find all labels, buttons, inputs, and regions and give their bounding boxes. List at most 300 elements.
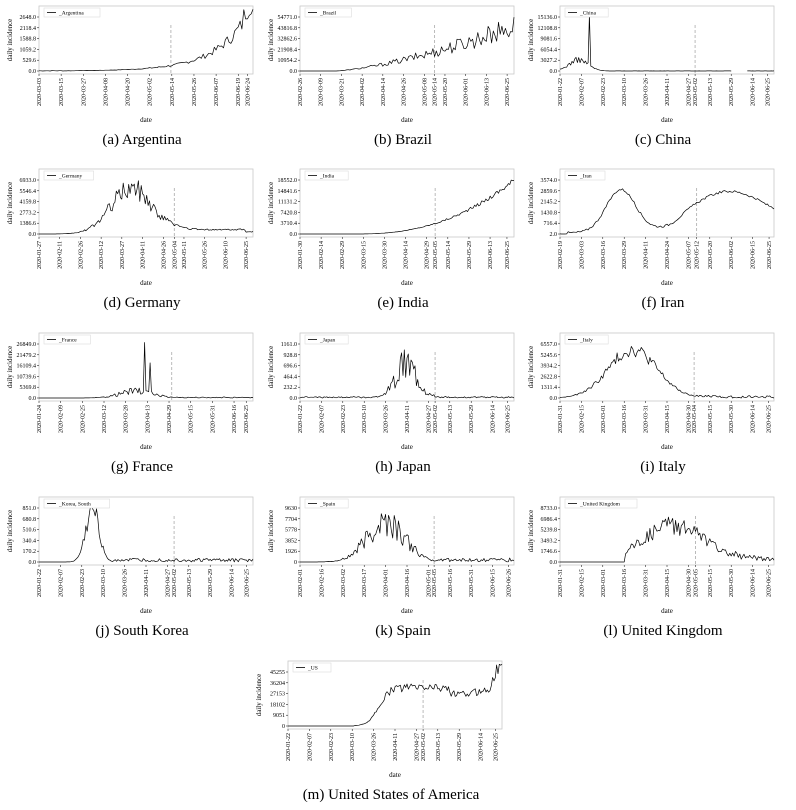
y-tick-label: 18552.0 — [277, 178, 297, 184]
x-tick-label: 2020-01-24 — [37, 405, 43, 433]
x-tick-label: 2020-04-20 — [125, 78, 132, 106]
y-tick-label: 232.2 — [283, 385, 297, 392]
y-tick-label: 1059.2 — [19, 47, 36, 54]
x-tick-label: 2020-04-13 — [145, 405, 152, 433]
y-tick-label: 21479.2 — [16, 352, 36, 359]
legend — [44, 335, 90, 344]
x-tick-label: 2020-04-14 — [403, 241, 410, 269]
x-tick-label: 2020-05-20 — [442, 78, 449, 106]
y-tick-label: 1311.4 — [540, 385, 557, 392]
x-tick-label: 2020-02-07 — [579, 78, 586, 106]
x-tick-label: 2020-05-29 — [457, 733, 464, 761]
legend-label: _Iran — [580, 173, 592, 180]
x-tick-label: 2020-03-12 — [102, 405, 109, 433]
x-tick-label: 2020-04-27 — [165, 569, 172, 597]
y-tick-label: 6986.4 — [540, 516, 557, 523]
legend-label: _Brazil — [320, 10, 337, 17]
x-tick-label: 2020-05-13 — [707, 78, 714, 106]
x-tick-label: 2020-03-10 — [622, 78, 629, 106]
x-tick-label: 2020-04-11 — [405, 405, 411, 433]
x-tick-label: 2020-06-15 — [490, 569, 497, 597]
y-axis-label: daily incidence — [6, 181, 14, 225]
chart-panel-korea — [6, 497, 253, 639]
x-tick-label: 2020-04-29 — [167, 405, 174, 433]
x-tick-label: 2020-04-15 — [665, 569, 671, 597]
y-tick-label: 6933.0 — [19, 178, 36, 184]
y-tick-label: 15136.0 — [537, 15, 557, 21]
x-tick-label: 2020-04-24 — [665, 241, 671, 269]
x-tick-label: 2020-06-25 — [765, 78, 772, 106]
x-tick-label: 2020-03-09 — [318, 78, 325, 106]
x-tick-label: 2020-01-30 — [298, 241, 304, 269]
x-tick-label: 2020-03-15 — [361, 241, 368, 269]
y-tick-label: 7704 — [285, 516, 297, 523]
x-tick-label: 2020-03-01 — [600, 405, 607, 433]
x-tick-label: 2020-02-23 — [340, 405, 347, 433]
x-tick-label: 2020-01-31 — [558, 569, 564, 597]
y-tick-label: 9630 — [285, 506, 297, 512]
y-tick-label: 928.8 — [283, 352, 297, 359]
x-tick-label: 2020-05-14 — [432, 78, 439, 106]
y-axis-label: daily incidence — [6, 509, 14, 553]
y-tick-label: 2648.0 — [19, 15, 36, 21]
y-tick-label: 9081.6 — [540, 36, 557, 43]
y-tick-label: 5546.4 — [19, 188, 36, 195]
legend-label: _Argentina — [59, 10, 84, 17]
chart-panel-spain — [267, 497, 514, 639]
x-tick-label: 2020-06-02 — [729, 241, 736, 269]
x-tick-label: 2020-02-29 — [340, 241, 347, 269]
legend-label: _Spain — [320, 501, 336, 508]
y-tick-label: 3574.0 — [540, 178, 557, 184]
legend-label: _Italy — [580, 337, 593, 344]
x-tick-label: 2020-06-14 — [478, 733, 485, 761]
legend — [565, 8, 608, 17]
y-tick-label: 27153 — [270, 691, 285, 698]
chart-panel-germany — [6, 169, 253, 311]
legend — [44, 8, 100, 17]
legend — [565, 335, 608, 344]
x-tick-label: 2020-06-01 — [463, 78, 470, 106]
x-tick-label: 2020-05-13 — [186, 569, 193, 597]
y-tick-label: 2145.2 — [540, 199, 557, 206]
x-tick-label: 2020-01-31 — [558, 405, 564, 433]
x-tick-label: 2020-05-29 — [469, 405, 476, 433]
y-tick-label: 54771.0 — [277, 15, 297, 21]
y-tick-label: 3852 — [285, 538, 297, 545]
x-axis-label: date — [140, 279, 152, 287]
x-tick-label: 2020-06-13 — [488, 241, 495, 269]
x-tick-label: 2020-04-14 — [380, 78, 387, 106]
x-tick-label: 2020-06-25 — [505, 78, 512, 107]
x-tick-label: 2020-02-01 — [298, 569, 304, 597]
x-axis-label: date — [401, 443, 413, 451]
x-tick-label: 2020-06-14 — [750, 405, 757, 433]
y-tick-label: 10954.2 — [277, 58, 297, 65]
legend — [44, 499, 110, 508]
x-tick-label: 2020-01-22 — [286, 733, 292, 761]
x-axis-label: date — [661, 443, 673, 451]
x-tick-label: 2020-02-23 — [328, 733, 335, 761]
legend-label: _Korea, South — [59, 501, 91, 508]
panel-caption: (a) Argentina — [102, 132, 182, 148]
y-tick-label: 21908.4 — [277, 47, 297, 54]
panel-caption: (e) India — [377, 295, 429, 311]
chart-panel-japan — [267, 333, 514, 475]
legend-label: _US — [308, 665, 318, 672]
y-tick-label: 6557.0 — [540, 342, 557, 348]
y-tick-label: 1386.6 — [19, 221, 36, 228]
x-tick-label: 2020-04-02 — [360, 78, 367, 106]
panel-caption: (g) France — [110, 459, 174, 475]
x-tick-label: 2020-05-30 — [729, 405, 736, 433]
x-tick-label: 2020-06-19 — [236, 78, 243, 107]
legend-label: _China — [580, 10, 596, 17]
x-tick-label: 2020-02-19 — [558, 241, 564, 269]
x-tick-label: 2020-06-25 — [767, 241, 774, 269]
y-tick-label: 0 — [294, 560, 297, 566]
x-axis-label: date — [401, 116, 413, 124]
x-tick-label: 2020-02-14 — [319, 241, 326, 269]
x-tick-label: 2020-06-25 — [766, 569, 773, 597]
x-tick-label: 2020-05-04 — [172, 241, 179, 269]
x-axis-label: date — [401, 279, 413, 287]
x-tick-label: 2020-05-16 — [447, 569, 454, 597]
y-tick-label: 18102 — [270, 702, 285, 709]
x-tick-label: 2020-05-12 — [694, 241, 701, 269]
x-tick-label: 2020-01-22 — [558, 78, 564, 106]
x-tick-label: 2020-05-15 — [188, 405, 195, 433]
x-tick-label: 2020-03-26 — [371, 733, 378, 761]
x-tick-label: 2020-04-27 — [414, 733, 421, 761]
legend — [293, 663, 331, 672]
y-tick-label: 170.2 — [22, 549, 36, 556]
x-tick-label: 2020-05-31 — [210, 405, 217, 433]
x-tick-label: 2020-03-03 — [579, 241, 586, 269]
legend — [44, 171, 94, 180]
x-tick-label: 2020-02-07 — [319, 405, 326, 433]
x-tick-label: 2020-05-15 — [707, 405, 714, 433]
x-tick-label: 2020-01-22 — [298, 405, 304, 433]
x-tick-label: 2020-06-25 — [504, 241, 511, 270]
x-axis-label: date — [401, 607, 413, 615]
x-tick-label: 2020-05-13 — [447, 405, 454, 433]
x-tick-label: 2020-03-26 — [383, 405, 390, 433]
legend — [305, 8, 351, 17]
x-tick-label: 2020-03-10 — [350, 733, 357, 761]
x-tick-label: 2020-05-07 — [686, 241, 693, 269]
x-tick-label: 2020-05-02 — [172, 569, 179, 597]
x-tick-label: 2020-05-13 — [435, 733, 442, 761]
y-tick-label: 10739.6 — [16, 374, 36, 381]
y-tick-label: 26849.0 — [16, 342, 36, 348]
panel-caption: (i) Italy — [640, 459, 686, 475]
x-tick-label: 2020-05-29 — [208, 569, 215, 597]
x-tick-label: 2020-03-26 — [643, 78, 650, 106]
y-tick-label: 3027.2 — [540, 58, 557, 65]
x-tick-label: 2020-02-15 — [579, 405, 586, 433]
x-tick-label: 2020-05-02 — [693, 78, 700, 106]
x-tick-label: 2020-05-20 — [707, 241, 714, 269]
y-tick-label: 6054.4 — [540, 47, 557, 54]
x-tick-label: 2020-06-25 — [244, 569, 251, 597]
panel-caption: (j) South Korea — [95, 623, 189, 639]
y-tick-label: 0 — [282, 724, 285, 730]
x-tick-label: 2020-06-14 — [490, 404, 497, 433]
y-tick-label: 0.0 — [549, 560, 557, 566]
x-tick-label: 2020-05-15 — [707, 569, 714, 597]
y-tick-label: 7420.8 — [280, 210, 297, 217]
x-tick-label: 2020-05-14 — [445, 241, 452, 269]
y-tick-label: 43816.8 — [277, 25, 297, 32]
chart-panel-argentina — [6, 6, 253, 148]
x-tick-label: 2020-03-01 — [600, 569, 607, 597]
panel-caption: (m) United States of America — [302, 787, 480, 803]
y-tick-label: 0.0 — [549, 69, 557, 75]
x-tick-label: 2020-06-25 — [493, 733, 500, 761]
y-tick-label: 3493.2 — [540, 538, 557, 545]
x-tick-label: 2020-05-05 — [433, 241, 440, 269]
y-axis-label: daily incidence — [255, 673, 263, 717]
chart-panel-china — [527, 6, 774, 148]
y-tick-label: 8733.0 — [540, 506, 557, 512]
x-tick-label: 2020-02-11 — [57, 241, 64, 269]
x-tick-label: 2020-04-11 — [665, 78, 671, 106]
legend-label: _United Kingdom — [580, 501, 620, 508]
x-tick-label: 2020-05-01 — [426, 569, 433, 597]
x-tick-label: 2020-04-26 — [401, 78, 408, 106]
x-tick-label: 2020-03-17 — [362, 569, 369, 597]
y-axis-label: daily incidence — [6, 18, 14, 62]
y-tick-label: 2.0 — [549, 232, 557, 238]
legend — [305, 499, 348, 508]
x-axis-label: date — [661, 607, 673, 615]
x-tick-label: 2020-03-16 — [622, 405, 629, 433]
y-tick-label: 32862.6 — [277, 36, 297, 43]
x-tick-label: 2020-05-11 — [181, 241, 188, 269]
chart-panel-india — [267, 169, 514, 311]
legend — [565, 499, 637, 508]
x-tick-label: 2020-02-16 — [319, 569, 326, 597]
x-axis-label: date — [661, 279, 673, 287]
panel-caption: (k) Spain — [375, 623, 431, 639]
y-axis-label: daily incidence — [267, 18, 275, 62]
x-tick-label: 2020-06-15 — [750, 241, 757, 269]
x-tick-label: 2020-06-14 — [750, 78, 757, 106]
x-tick-label: 2020-02-09 — [58, 405, 65, 433]
y-tick-label: 4159.8 — [19, 199, 36, 206]
x-tick-label: 2020-01-27 — [37, 241, 43, 269]
x-tick-label: 2020-03-30 — [382, 241, 389, 269]
y-axis-label: daily incidence — [267, 181, 275, 225]
legend-label: _Germany — [59, 173, 83, 180]
x-tick-label: 2020-02-26 — [298, 78, 304, 106]
x-tick-label: 2020-03-31 — [643, 405, 650, 433]
x-tick-label: 2020-03-15 — [59, 78, 66, 106]
y-tick-label: 36204 — [270, 680, 285, 687]
x-tick-label: 2020-04-15 — [665, 405, 671, 433]
x-tick-label: 2020-05-26 — [191, 78, 198, 106]
y-tick-label: 696.6 — [283, 363, 297, 370]
y-axis-label: daily incidence — [6, 345, 14, 389]
y-tick-label: 851.0 — [22, 506, 36, 512]
x-tick-label: 2020-03-16 — [622, 569, 629, 597]
x-tick-label: 2020-06-25 — [244, 241, 251, 269]
x-tick-label: 2020-04-29 — [424, 241, 431, 269]
x-tick-label: 2020-05-02 — [147, 78, 154, 106]
y-tick-label: 16109.4 — [16, 363, 36, 370]
y-tick-label: 2859.6 — [540, 188, 557, 195]
panel-caption: (c) China — [634, 132, 692, 148]
x-tick-label: 2020-05-31 — [469, 569, 476, 597]
y-tick-label: 680.8 — [22, 516, 36, 523]
x-tick-label: 2020-04-01 — [383, 569, 390, 597]
y-tick-label: 3934.2 — [540, 363, 557, 370]
y-tick-label: 0.0 — [289, 69, 297, 75]
y-tick-label: 3710.4 — [280, 221, 297, 228]
x-tick-label: 2020-05-02 — [433, 405, 440, 433]
x-tick-label: 2020-06-14 — [229, 569, 236, 597]
x-tick-label: 2020-04-08 — [103, 77, 110, 106]
legend — [305, 335, 348, 344]
y-tick-label: 0.0 — [28, 69, 36, 75]
x-tick-label: 2020-06-26 — [506, 569, 513, 597]
legend-label: _Japan — [320, 337, 336, 344]
x-tick-label: 2020-03-29 — [622, 241, 629, 269]
y-tick-label: 0.0 — [28, 232, 36, 238]
x-tick-label: 2020-02-07 — [58, 569, 65, 597]
y-tick-label: 5369.8 — [19, 385, 36, 392]
x-tick-label: 2020-02-23 — [600, 78, 607, 106]
y-tick-label: 529.6 — [22, 58, 36, 65]
x-tick-label: 2020-03-28 — [123, 405, 130, 433]
y-axis-label: daily incidence — [267, 345, 275, 389]
y-tick-label: 5778 — [285, 527, 297, 534]
y-axis-label: daily incidence — [527, 345, 535, 389]
x-tick-label: 2020-06-25 — [505, 405, 512, 433]
y-tick-label: 716.4 — [543, 221, 557, 228]
y-tick-label: 1746.6 — [540, 549, 557, 556]
x-tick-label: 2020-03-10 — [101, 569, 108, 597]
y-tick-label: 5245.6 — [540, 352, 557, 359]
x-tick-label: 2020-05-05 — [432, 569, 439, 597]
x-tick-label: 2020-06-13 — [484, 78, 491, 106]
x-tick-label: 2020-05-14 — [169, 78, 176, 106]
x-tick-label: 2020-05-04 — [692, 405, 699, 433]
x-tick-label: 2020-04-11 — [643, 241, 650, 269]
panel-caption: (l) United Kingdom — [603, 623, 723, 639]
x-tick-label: 2020-05-26 — [202, 241, 209, 269]
y-tick-label: 0.0 — [28, 560, 36, 566]
chart-panel-uk — [527, 497, 774, 639]
chart-panel-italy — [527, 333, 774, 475]
x-tick-label: 2020-03-21 — [339, 78, 346, 106]
x-tick-label: 2020-02-23 — [79, 569, 86, 597]
x-tick-label: 2020-05-29 — [466, 241, 473, 269]
y-tick-label: 11131.2 — [277, 199, 297, 206]
x-tick-label: 2020-06-25 — [244, 405, 251, 433]
panel-caption: (f) Iran — [641, 295, 685, 311]
y-tick-label: 12108.8 — [537, 25, 557, 32]
x-tick-label: 2020-06-07 — [214, 78, 221, 106]
panel-caption: (h) Japan — [375, 459, 431, 475]
y-tick-label: 0.0 — [289, 396, 297, 402]
x-tick-label: 2020-04-30 — [686, 569, 693, 597]
chart-panel-brazil — [267, 6, 514, 148]
x-axis-label: date — [661, 116, 673, 124]
y-tick-label: 5239.8 — [540, 527, 557, 534]
y-tick-label: 1588.8 — [19, 36, 36, 43]
y-tick-label: 340.4 — [22, 538, 36, 545]
y-tick-label: 14841.6 — [277, 188, 297, 195]
y-tick-label: 510.6 — [22, 527, 36, 534]
x-tick-label: 2020-03-16 — [600, 241, 607, 269]
x-tick-label: 2020-04-11 — [144, 569, 150, 597]
x-tick-label: 2020-03-10 — [362, 405, 369, 433]
x-tick-label: 2020-03-03 — [37, 78, 43, 106]
x-tick-label: 2020-02-25 — [80, 405, 87, 433]
x-tick-label: 2020-01-22 — [37, 569, 43, 597]
y-axis-label: daily incidence — [527, 18, 535, 62]
y-tick-label: 2622.8 — [540, 374, 557, 381]
y-tick-label: 0.0 — [28, 396, 36, 402]
y-tick-label: 2773.2 — [19, 210, 36, 217]
x-axis-label: date — [389, 771, 401, 779]
legend — [305, 171, 348, 180]
y-axis-label: daily incidence — [267, 509, 275, 553]
chart-panel-iran — [527, 169, 774, 311]
y-tick-label: 9051 — [273, 713, 285, 720]
y-tick-label: 2118.4 — [19, 25, 36, 32]
x-tick-label: 2020-02-15 — [579, 569, 586, 597]
y-tick-label: 1430.8 — [540, 210, 557, 217]
y-tick-label: 0.0 — [289, 232, 297, 238]
x-tick-label: 2020-06-24 — [245, 78, 252, 106]
legend-label: _India — [320, 173, 335, 180]
x-axis-label: date — [140, 116, 152, 124]
chart-panel-us — [255, 661, 502, 803]
x-tick-label: 2020-06-14 — [750, 569, 757, 597]
y-tick-label: 464.4 — [283, 374, 297, 381]
x-tick-label: 2020-02-07 — [307, 733, 314, 761]
y-tick-label: 45255 — [270, 670, 285, 676]
y-axis-label: daily incidence — [527, 509, 535, 553]
y-tick-label: 1161.0 — [280, 342, 297, 348]
x-tick-label: 2020-06-25 — [766, 405, 773, 433]
x-tick-label: 2020-05-08 — [422, 78, 429, 106]
x-axis-label: date — [140, 443, 152, 451]
x-tick-label: 2020-04-27 — [686, 78, 693, 106]
x-tick-label: 2020-04-11 — [393, 733, 399, 761]
legend-label: _France — [59, 337, 77, 344]
x-tick-label: 2020-04-26 — [161, 241, 168, 269]
y-axis-label: daily incidence — [527, 181, 535, 225]
x-tick-label: 2020-03-31 — [643, 569, 650, 597]
y-tick-label: 0.0 — [549, 396, 557, 402]
y-tick-label: 1926 — [285, 549, 297, 556]
x-tick-label: 2020-06-10 — [223, 241, 230, 269]
x-tick-label: 2020-05-05 — [693, 569, 700, 597]
x-tick-label: 2020-04-27 — [426, 405, 433, 433]
x-tick-label: 2020-03-12 — [99, 241, 106, 269]
x-tick-label: 2020-05-29 — [729, 78, 736, 106]
x-tick-label: 2020-03-26 — [122, 569, 129, 597]
x-tick-label: 2020-05-30 — [729, 569, 736, 597]
x-tick-label: 2020-02-26 — [78, 241, 85, 269]
x-tick-label: 2020-04-30 — [686, 405, 693, 433]
panel-caption: (b) Brazil — [374, 132, 432, 148]
x-tick-label: 2020-03-27 — [81, 78, 88, 106]
